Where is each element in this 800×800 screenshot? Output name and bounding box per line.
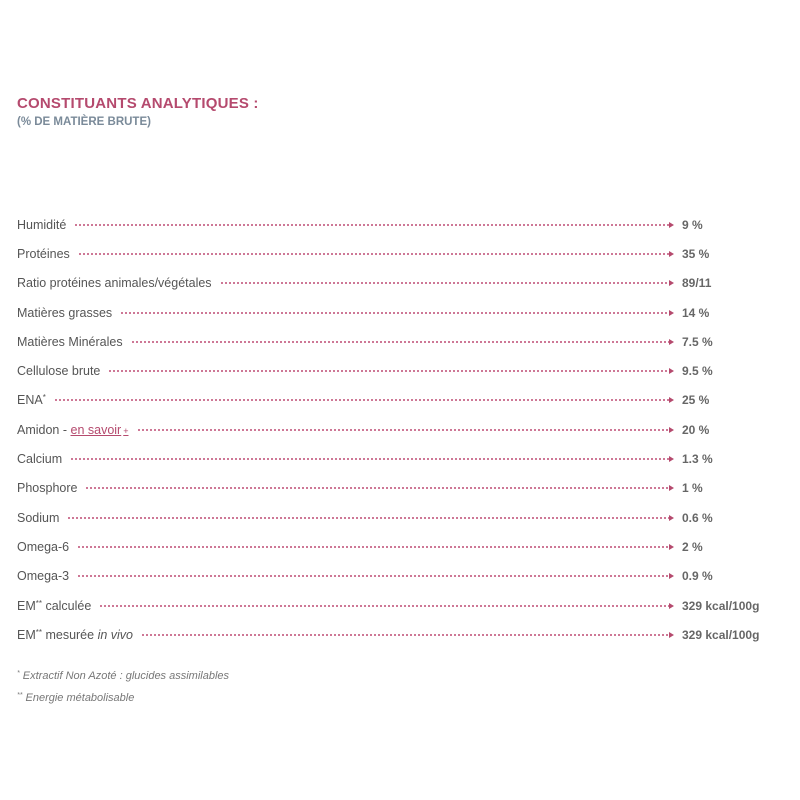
arrow-right-icon bbox=[669, 573, 674, 579]
constituent-value: 0.9 % bbox=[682, 569, 713, 584]
constituent-row bbox=[17, 269, 787, 298]
arrow-right-icon bbox=[669, 251, 674, 257]
constituent-label: EM** calculée bbox=[17, 598, 92, 613]
footnote-text: Extractif Non Azoté : glucides assimilables bbox=[19, 670, 230, 682]
arrow-right-icon bbox=[669, 310, 674, 316]
learn-more-link[interactable]: en savoir + bbox=[70, 422, 129, 437]
footnote-marker: ** bbox=[35, 627, 42, 637]
constituent-row bbox=[17, 356, 787, 385]
constituent-value: 1 % bbox=[682, 481, 703, 496]
arrow-right-icon bbox=[669, 485, 674, 491]
constituent-value: 0.6 % bbox=[682, 510, 713, 525]
constituent-label: Sodium bbox=[17, 510, 60, 525]
constituent-row bbox=[17, 415, 787, 444]
constituent-row bbox=[17, 239, 787, 268]
constituent-label: Humidité bbox=[17, 217, 67, 232]
constituent-label: Omega-3 bbox=[17, 569, 70, 584]
arrow-right-icon bbox=[669, 339, 674, 345]
constituent-label: Amidon - en savoir + bbox=[17, 422, 129, 437]
arrow-right-icon bbox=[669, 427, 674, 433]
constituent-value: 25 % bbox=[682, 393, 710, 408]
constituent-row bbox=[17, 386, 787, 415]
arrow-right-icon bbox=[669, 544, 674, 550]
plus-icon: + bbox=[123, 425, 129, 436]
arrow-right-icon bbox=[669, 603, 674, 609]
constituent-value: 1.3 % bbox=[682, 452, 713, 467]
constituent-value: 20 % bbox=[682, 422, 710, 437]
footnote-marker: * bbox=[42, 393, 46, 403]
section-title: CONSTITUANTS ANALYTIQUES : bbox=[17, 95, 259, 112]
constituent-label: EM** mesurée in vivo bbox=[17, 627, 134, 642]
constituent-row bbox=[17, 591, 787, 620]
constituent-value: 2 % bbox=[682, 539, 703, 554]
constituent-label: Omega-6 bbox=[17, 539, 70, 554]
arrow-right-icon bbox=[669, 222, 674, 228]
arrow-right-icon bbox=[669, 397, 674, 403]
arrow-right-icon bbox=[669, 368, 674, 374]
constituent-row bbox=[17, 210, 787, 239]
constituent-row bbox=[17, 327, 787, 356]
footnote-text: Energie métabolisable bbox=[22, 692, 135, 704]
constituent-row bbox=[17, 620, 787, 649]
constituent-row bbox=[17, 532, 787, 561]
constituent-label: Phosphore bbox=[17, 481, 78, 496]
arrow-right-icon bbox=[669, 456, 674, 462]
arrow-right-icon bbox=[669, 632, 674, 638]
constituent-value: 9.5 % bbox=[682, 364, 713, 379]
arrow-right-icon bbox=[669, 515, 674, 521]
constituent-label: Matières grasses bbox=[17, 305, 113, 320]
constituents-list bbox=[17, 210, 787, 649]
footnote-marker: ** bbox=[35, 598, 42, 608]
footnotes bbox=[17, 664, 229, 708]
constituent-value: 329 kcal/100g bbox=[682, 598, 760, 613]
constituent-label: ENA* bbox=[17, 393, 46, 408]
constituent-row bbox=[17, 474, 787, 503]
constituent-row bbox=[17, 562, 787, 591]
arrow-right-icon bbox=[669, 280, 674, 286]
constituent-value: 329 kcal/100g bbox=[682, 627, 760, 642]
footnote-mark: ** bbox=[17, 692, 23, 699]
constituent-value: 89/11 bbox=[682, 276, 712, 291]
constituent-label: Cellulose brute bbox=[17, 364, 101, 379]
constituent-label: Protéines bbox=[17, 246, 70, 261]
constituent-label: Calcium bbox=[17, 452, 63, 467]
constituent-label: Ratio protéines animales/végétales bbox=[17, 276, 212, 291]
constituent-row bbox=[17, 444, 787, 473]
constituent-value: 7.5 % bbox=[682, 334, 713, 349]
footnote-em bbox=[17, 686, 229, 708]
constituent-value: 9 % bbox=[682, 217, 703, 232]
constituent-row bbox=[17, 298, 787, 327]
constituent-value: 35 % bbox=[682, 246, 710, 261]
footnote-ena bbox=[17, 664, 229, 686]
constituent-value: 14 % bbox=[682, 305, 710, 320]
section-heading bbox=[17, 94, 259, 130]
constituent-row bbox=[17, 503, 787, 532]
section-subtitle: (% DE MATIÈRE BRUTE) bbox=[17, 116, 151, 128]
constituent-label: Matières Minérales bbox=[17, 334, 123, 349]
footnote-mark: * bbox=[17, 670, 20, 677]
